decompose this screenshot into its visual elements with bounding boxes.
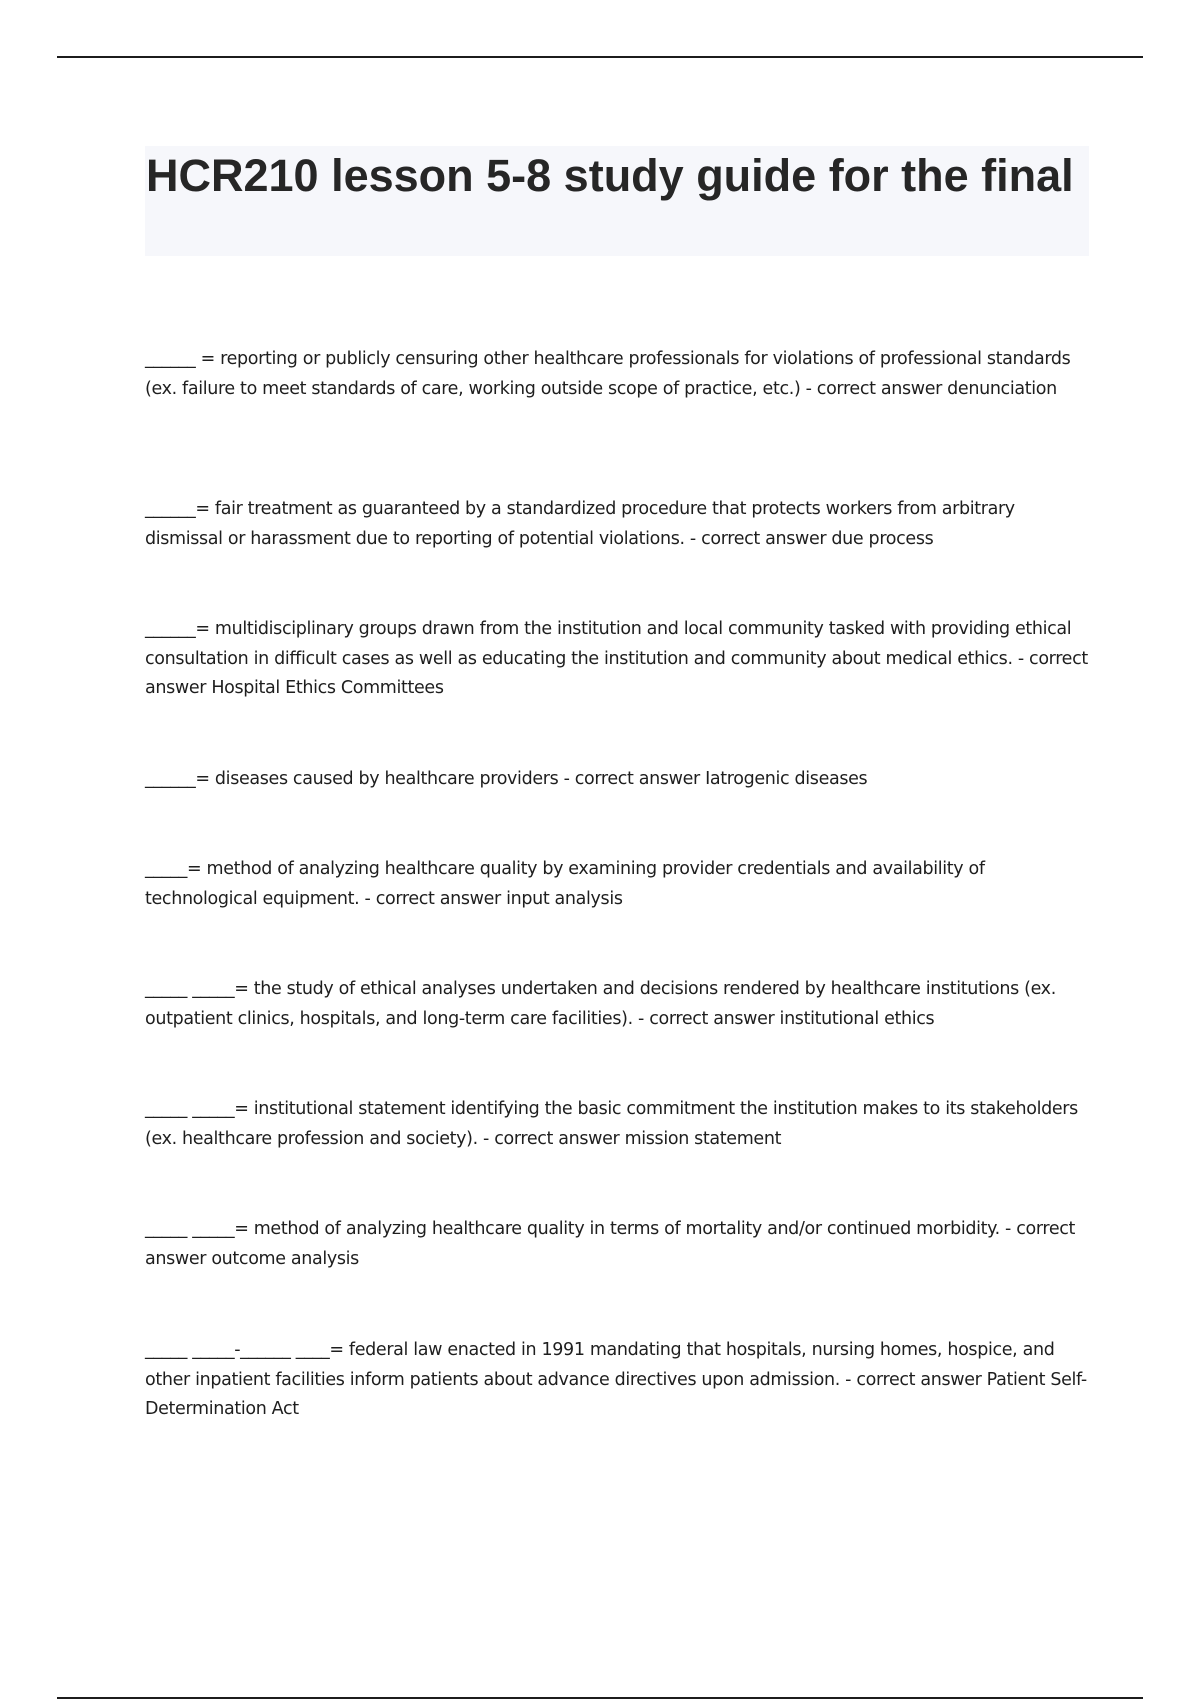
question-item-7: _____ _____= institutional statement identifying the basic commitment the institution makes to its stakeholders (ex. healthcare profession and society). - correct answer mission statement: [145, 1099, 1078, 1149]
top-divider: [57, 56, 1143, 58]
question-item-4: ______= diseases caused by healthcare providers - correct answer Iatrogenic diseases: [145, 769, 868, 789]
question-item-6: _____ _____= the study of ethical analyses undertaken and decisions rendered by healthcare institutions (ex. outpatient clinics, hospitals, and long-term care facilities). - correct answer institutional ethics: [145, 979, 1056, 1029]
bottom-divider: [57, 1697, 1143, 1699]
question-item-5: _____= method of analyzing healthcare quality by examining provider credentials and availability of technological equipment. - correct answer input analysis: [145, 859, 985, 909]
question-item-8: _____ _____= method of analyzing healthcare quality in terms of mortality and/or continued morbidity. - correct answer outcome analysis: [145, 1219, 1076, 1269]
page-title: HCR210 lesson 5-8 study guide for the final: [146, 150, 1074, 201]
question-item-3: ______= multidisciplinary groups drawn from the institution and local community tasked with providing ethical consultation in difficult cases as well as educating the institution and community about medical ethics. - correct answer Hospital Ethics Committees: [145, 619, 1088, 698]
question-item-9: _____ _____-______ ____= federal law enacted in 1991 mandating that hospitals, nursing homes, hospice, and other inpatient facilities inform patients about advance directives upon admission. - correct answer Patient Self-Determination Act: [145, 1340, 1087, 1419]
question-item-2: ______= fair treatment as guaranteed by a standardized procedure that protects workers from arbitrary dismissal or harassment due to reporting of potential violations. - correct answer due process: [145, 499, 1015, 549]
question-item-1: ______ = reporting or publicly censuring other healthcare professionals for violations of professional standards (ex. failure to meet standards of care, working outside scope of practice, etc.) - correct answer denunciation: [145, 349, 1071, 399]
